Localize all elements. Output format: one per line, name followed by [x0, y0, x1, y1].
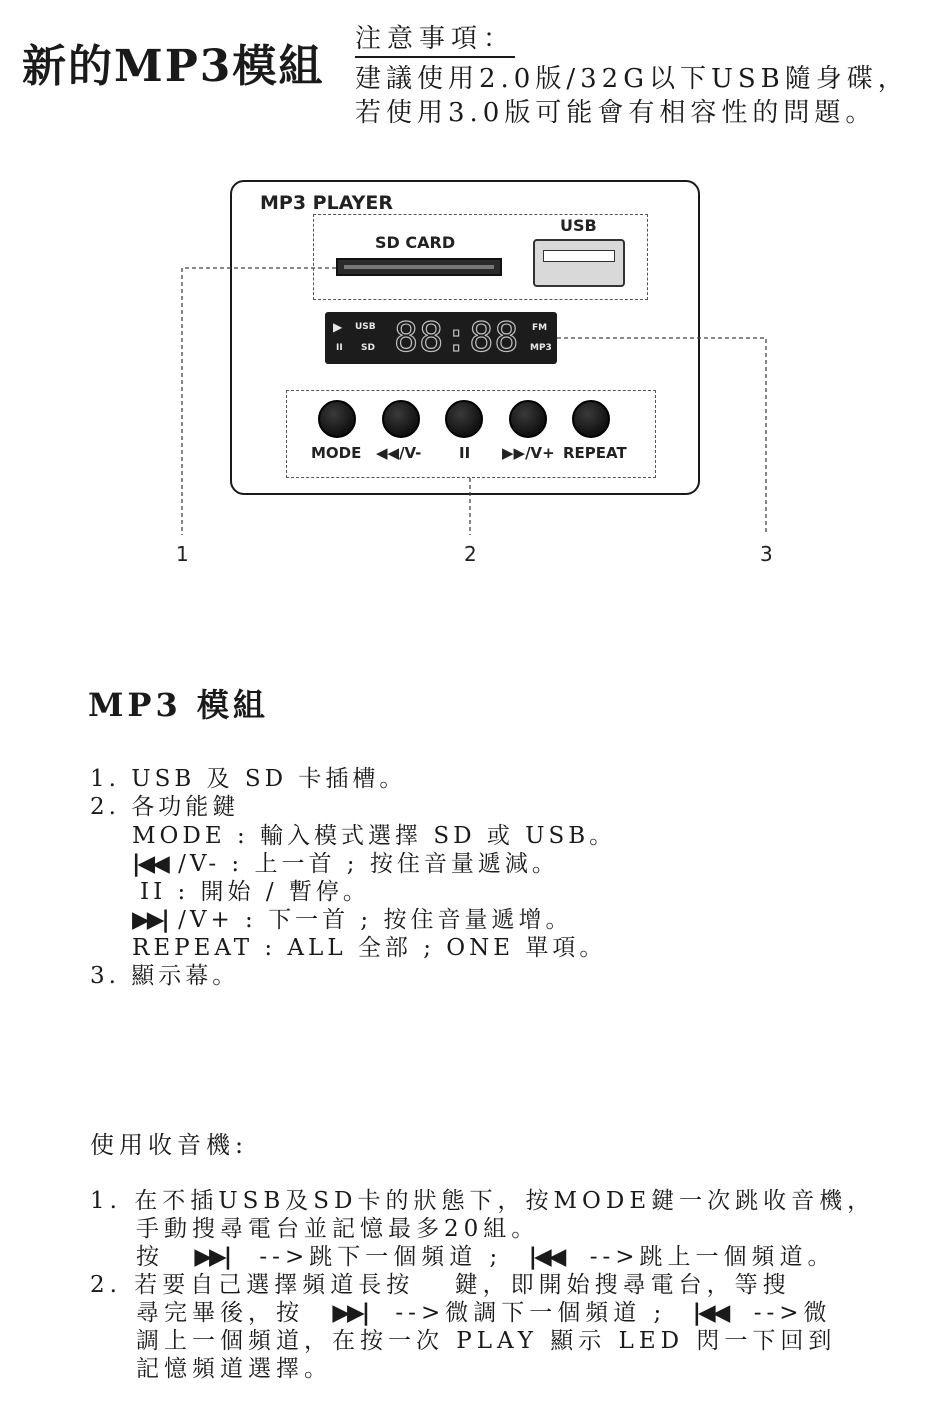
play-pause-button-label: II: [459, 444, 471, 462]
item-repeat: REPEAT : ALL 全部 ; ONE 單項。: [132, 935, 607, 961]
item-3: 3. 顯示幕。: [90, 963, 240, 989]
radio-line-1c-pre: 按: [136, 1244, 164, 1270]
radio-line-1c-end: -->跳上一個頻道。: [589, 1244, 836, 1270]
prev-icon: |◀◀: [132, 851, 167, 877]
prev-icon: |◀◀: [692, 1300, 728, 1326]
radio-line-1c-mid: -->跳下一個頻道 ;: [259, 1244, 503, 1270]
sd-indicator: SD: [361, 343, 375, 353]
notice-line-2: 若使用3.0版可能會有相容性的問題。: [355, 98, 877, 128]
radio-line-1a: 1. 在不插USB及SD卡的狀態下，按MODE鍵一次跳收音機，: [90, 1188, 876, 1214]
callout-3: 3: [760, 542, 773, 566]
item-mode: MODE : 輸入模式選擇 SD 或 USB。: [132, 823, 617, 849]
fm-indicator: FM: [532, 323, 548, 333]
next-button-label: ▶▶/V+: [502, 444, 555, 462]
page-title: 新的MP3模組: [22, 41, 325, 92]
notice-line-1: 建議使用2.0版/32G以下USB隨身碟，: [355, 64, 909, 94]
mp3-indicator: MP3: [530, 343, 552, 353]
radio-line-2c: 調上一個頻道，在按一次 PLAY 顯示 LED 閃一下回到: [136, 1328, 837, 1354]
next-icon: ▶▶|: [194, 1244, 230, 1270]
display-digits: 88:88: [394, 315, 520, 361]
radio-heading: 使用收音機:: [90, 1131, 249, 1159]
prev-button-label: ◀◀/V-: [376, 444, 422, 462]
callout-2: 2: [464, 542, 477, 566]
item-1: 1. USB 及 SD 卡插槽。: [90, 766, 407, 792]
repeat-button-label: REPEAT: [563, 444, 627, 462]
notice-heading: 注意事項：: [355, 18, 515, 58]
item-play-pause: II : 開始 / 暫停。: [140, 879, 370, 905]
item-2: 2. 各功能鍵: [90, 794, 240, 820]
device-title: MP3 PLAYER: [260, 192, 393, 214]
radio-line-2b-end: -->微: [753, 1300, 832, 1326]
prev-icon: |◀◀: [528, 1244, 564, 1270]
item-next-text: /V+ : 下一首 ; 按住音量遞增。: [178, 907, 573, 933]
mode-button-label: MODE: [311, 444, 362, 462]
callout-lines: [0, 0, 950, 600]
pause-indicator: II: [336, 343, 343, 353]
section-title: MP3 模組: [88, 686, 269, 724]
radio-line-2b-pre: 尋完畢後，按: [136, 1300, 304, 1326]
radio-line-2a: 2. 若要自己選擇頻道長按 鍵，即開始搜尋電台，等搜: [90, 1272, 791, 1298]
sd-card-label: SD CARD: [375, 233, 456, 252]
radio-line-1b: 手動搜尋電台並記憶最多20組。: [136, 1216, 540, 1242]
radio-line-2d: 記憶頻道選擇。: [136, 1356, 332, 1382]
play-indicator-icon: ▶: [333, 320, 343, 334]
usb-label: USB: [560, 216, 597, 235]
radio-line-2b-mid: -->微調下一個頻道 ;: [395, 1300, 667, 1326]
callout-1: 1: [176, 542, 189, 566]
next-icon: ▶▶|: [332, 1300, 368, 1326]
usb-indicator: USB: [355, 322, 376, 332]
item-prev-text: /V- : 上一首 ; 按住音量遞減。: [178, 851, 559, 877]
next-icon: ▶▶|: [132, 907, 167, 933]
